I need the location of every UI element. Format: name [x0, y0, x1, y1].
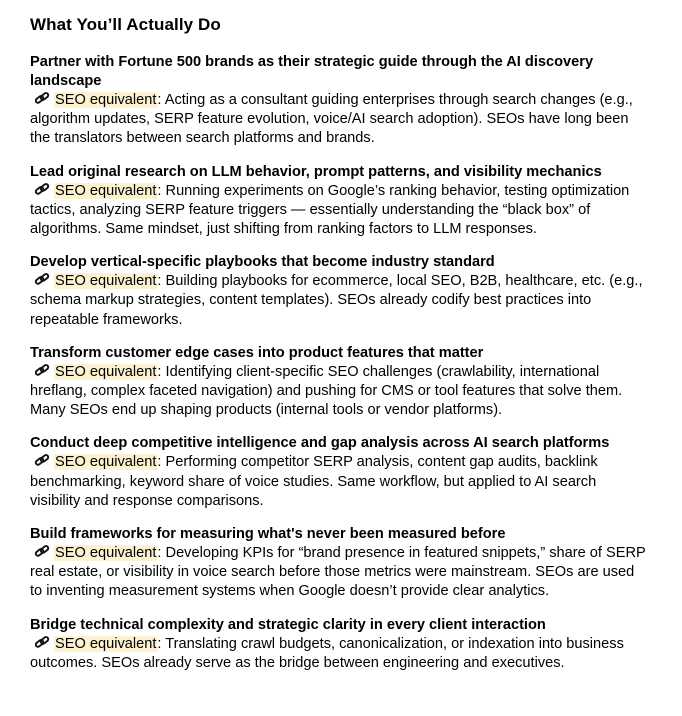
section-item — [30, 525, 652, 602]
link-icon — [34, 182, 50, 197]
section-body — [30, 635, 652, 673]
seo-equivalent-label: SEO equivalent — [55, 182, 157, 199]
section-title: Build frameworks for measuring what's never been measured before — [30, 526, 506, 543]
section-body-text: : Running experiments on Google’s ranking behavior, testing optimization tactics, analyzing SERP feature triggers — essentially understanding the “black box” of algorithms. Same mindset, just shifting from ranking factors to LLM responses. — [30, 182, 630, 238]
sections-list — [30, 53, 652, 673]
section-body — [30, 544, 652, 602]
section-body — [30, 453, 652, 511]
section-item — [30, 253, 652, 330]
section-item — [30, 616, 652, 673]
section-body-text: : Developing KPIs for “brand presence in featured snippets,” share of SERP real estate, or visibility in voice search before those metrics were mainstream. SEOs are used to inventing measurement systems when Google doesn’t provide clear analytics. — [30, 545, 646, 600]
section-body — [30, 91, 652, 149]
link-icon — [34, 363, 50, 378]
section-item — [30, 53, 652, 149]
link-icon — [34, 453, 50, 468]
link-icon — [34, 635, 50, 650]
section-body — [30, 363, 652, 421]
section-body-text: : Building playbooks for ecommerce, local SEO, B2B, healthcare, etc. (e.g., schema markup strategies, content templates). SEOs already codify best practices into repeatable frameworks. — [30, 273, 643, 328]
section-body-text: : Identifying client-specific SEO challenges (crawlability, international hreflang, complex faceted navigation) and pushing for CMS or tool features that solve them. Many SEOs end up shaping products (internal tools or vendor platforms). — [30, 363, 623, 419]
section-title: Develop vertical-specific playbooks that become industry standard — [30, 254, 495, 271]
section-body-text: : Acting as a consultant guiding enterprises through search changes (e.g., algorithm updates, SERP feature evolution, voice/AI search adoption). SEOs have long been the translators between search platforms and brands. — [30, 92, 633, 147]
section-title: Partner with Fortune 500 brands as their strategic guide through the AI discovery landscape — [30, 54, 594, 89]
section-title: Bridge technical complexity and strategic clarity in every client interaction — [30, 616, 546, 633]
link-icon — [34, 91, 50, 106]
seo-equivalent-label: SEO equivalent — [55, 635, 157, 652]
section-title: Conduct deep competitive intelligence and gap analysis across AI search platforms — [30, 435, 610, 452]
link-icon — [34, 272, 50, 287]
section-item — [30, 163, 652, 240]
page-heading: What You’ll Actually Do — [30, 15, 221, 34]
section-body-text: : Translating crawl budgets, canonicalization, or indexation into business outcomes. SEOs already serve as the bridge between engineering and executives. — [30, 635, 624, 671]
section-body — [30, 182, 652, 240]
section-body-text: : Performing competitor SERP analysis, content gap audits, backlink benchmarking, keyword share of voice studies. Same workflow, but applied to AI search visibility and response comparisons. — [30, 454, 598, 509]
section-title: Lead original research on LLM behavior, prompt patterns, and visibility mechanics — [30, 163, 602, 180]
seo-equivalent-label: SEO equivalent — [55, 454, 157, 471]
section-title: Transform customer edge cases into product features that matter — [30, 344, 484, 361]
seo-equivalent-label: SEO equivalent — [55, 92, 157, 108]
link-icon — [34, 544, 50, 559]
seo-equivalent-label: SEO equivalent — [55, 273, 157, 290]
section-body — [30, 272, 652, 330]
section-item — [30, 344, 652, 421]
section-item — [30, 434, 652, 511]
seo-equivalent-label: SEO equivalent — [55, 545, 157, 562]
seo-equivalent-label: SEO equivalent — [55, 363, 157, 380]
